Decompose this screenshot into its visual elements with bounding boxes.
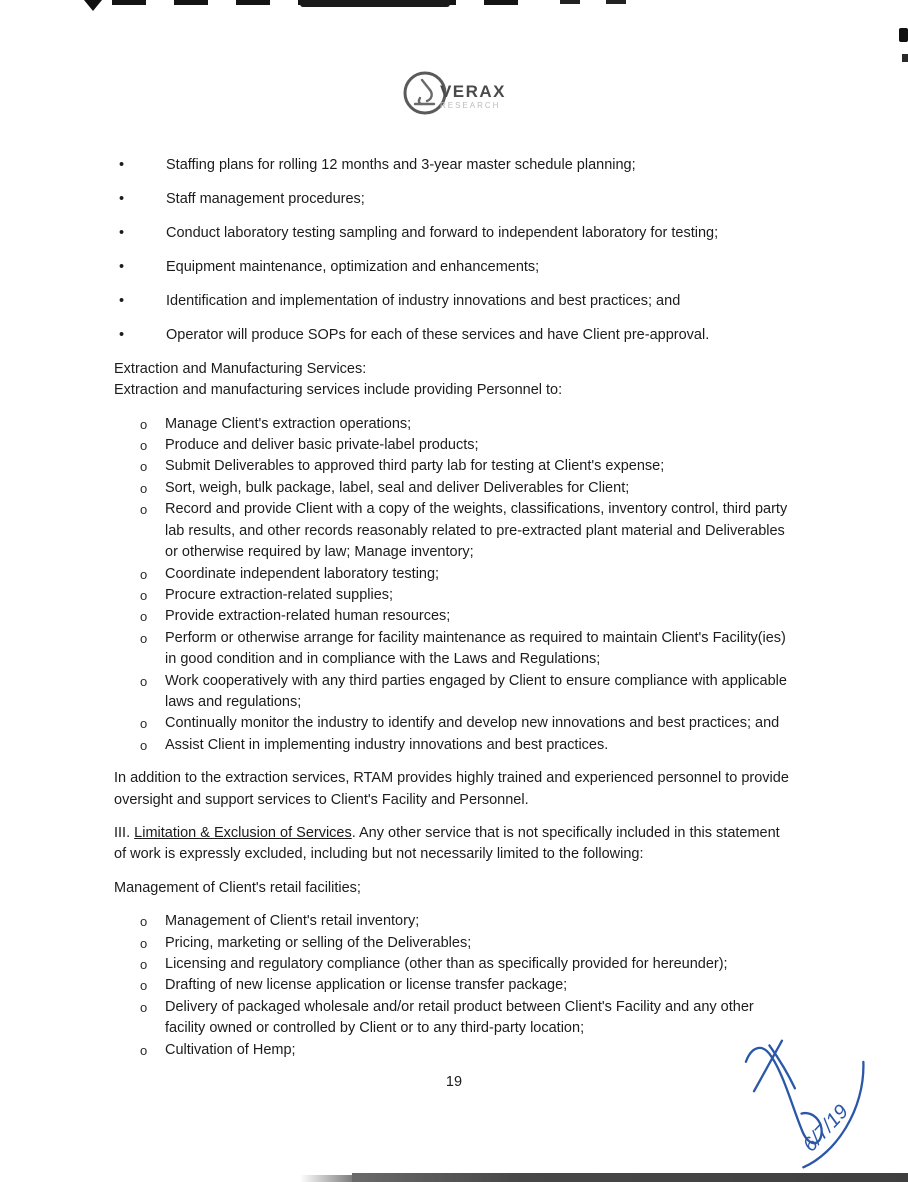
circle-marker: o xyxy=(140,480,148,496)
list-item-text: Assist Client in implementing industry innovations and best practices. xyxy=(165,736,609,753)
retail-facilities-line: Management of Client's retail facilities; xyxy=(114,879,361,896)
circle-marker: o xyxy=(140,999,148,1015)
list-item xyxy=(114,257,792,278)
list-item xyxy=(114,155,792,176)
list-item xyxy=(140,585,792,606)
list-item xyxy=(140,456,792,477)
circle-marker: o xyxy=(140,459,148,475)
scan-artifact-corner xyxy=(84,0,102,11)
verax-logo xyxy=(114,68,792,125)
bullet-marker: • xyxy=(119,259,125,276)
circle-marker: o xyxy=(140,630,148,646)
extraction-services-list xyxy=(114,414,792,757)
list-item-text: Perform or otherwise arrange for facility maintenance as required to maintain Client's Facility(ies) in good condition and in compliance with the Laws and Regulations; xyxy=(165,629,786,668)
circle-marker: o xyxy=(140,609,148,625)
list-item xyxy=(140,713,792,734)
handwritten-initials xyxy=(734,1002,894,1172)
scan-artifact-bottom-fade xyxy=(300,1175,360,1182)
list-item xyxy=(140,954,792,975)
bullet-marker: • xyxy=(119,326,125,343)
list-item xyxy=(140,735,792,756)
circle-marker: o xyxy=(140,716,148,732)
list-item xyxy=(140,499,792,563)
circle-marker: o xyxy=(140,438,148,454)
circle-marker: o xyxy=(140,957,148,972)
list-item-text: Delivery of packaged wholesale and/or retail product between Client's Facility and any other facility owned or controlled by Client or to any third-party location; xyxy=(165,998,754,1037)
circle-marker: o xyxy=(140,914,148,930)
list-item-text: Procure extraction-related supplies; xyxy=(165,586,394,603)
list-item-text: Continually monitor the industry to identify and develop new innovations and best practices; and xyxy=(165,715,780,732)
logo-name: VERAX xyxy=(439,81,507,101)
extraction-heading: Extraction and Manufacturing Services: xyxy=(114,360,367,377)
list-item xyxy=(140,628,792,671)
circle-marker: o xyxy=(140,416,148,432)
scan-artifact-bottom-bar xyxy=(352,1173,908,1182)
logo-subtitle: RESEARCH xyxy=(439,100,501,110)
rtam-paragraph: In addition to the extraction services, RTAM provides highly trained and experienced personnel to provide oversight and support services to Client's Facility and Personnel. xyxy=(114,770,789,808)
list-item-text: Operator will produce SOPs for each of these services and have Client pre-approval. xyxy=(166,326,710,343)
circle-marker: o xyxy=(140,587,148,603)
list-item xyxy=(114,291,792,312)
list-item xyxy=(140,1040,792,1061)
document-content xyxy=(114,0,792,1073)
limitation-paragraph xyxy=(114,823,792,866)
list-item xyxy=(140,671,792,714)
bullet-marker: • xyxy=(119,191,125,208)
scan-artifact-right-edge-2 xyxy=(902,54,908,62)
circle-marker: o xyxy=(140,1042,148,1058)
limitation-rest: . Any other service that is not specifically included in this statement of work is expressly excluded, including but not necessarily limited to the following: xyxy=(114,824,780,863)
list-item-text: Submit Deliverables to approved third party lab for testing at Client's expense; xyxy=(165,458,665,475)
logo-text xyxy=(440,83,506,111)
list-item-text: Drafting of new license application or license transfer package; xyxy=(165,977,568,994)
list-item-text: Work cooperatively with any third parties engaged by Client to ensure compliance with applicable laws and regulations; xyxy=(165,672,787,710)
bullet-marker: • xyxy=(119,293,125,310)
scan-artifact-right-edge xyxy=(899,28,908,42)
list-item xyxy=(140,414,792,435)
bullet-marker: • xyxy=(119,157,125,174)
list-item xyxy=(114,223,792,244)
exclusions-list xyxy=(114,911,792,1061)
list-item-text: Provide extraction-related human resources; xyxy=(165,608,451,625)
circle-marker: o xyxy=(140,935,148,951)
limitation-title: Limitation & Exclusion of Services xyxy=(134,824,352,841)
list-item xyxy=(140,933,792,954)
list-item xyxy=(114,189,792,210)
list-item xyxy=(140,997,792,1040)
list-item-text: Identification and implementation of industry innovations and best practices; and xyxy=(166,293,681,310)
list-item-text: Management of Client's retail inventory; xyxy=(165,913,420,930)
list-item-text: Equipment maintenance, optimization and enhancements; xyxy=(166,259,540,276)
list-item xyxy=(140,435,792,456)
list-item-text: Manage Client's extraction operations; xyxy=(165,415,412,432)
bullet-marker: • xyxy=(119,225,125,242)
circle-marker: o xyxy=(140,978,148,994)
services-bullet-list xyxy=(114,155,792,346)
list-item-text: Licensing and regulatory compliance (other than as specifically provided for hereunder); xyxy=(165,956,728,972)
list-item xyxy=(140,975,792,996)
list-item-text: Sort, weigh, bulk package, label, seal and deliver Deliverables for Client; xyxy=(165,479,630,496)
signature-date: 6/7/19 xyxy=(798,1100,853,1157)
list-item xyxy=(140,606,792,627)
list-item xyxy=(114,325,792,346)
list-item xyxy=(140,478,792,499)
list-item-text: Record and provide Client with a copy of the weights, classifications, inventory control, third party lab results, and other records reasonably related to pre-extracted plant material and Deliverables or otherwise required by law; Manage inventory; xyxy=(165,501,788,561)
list-item xyxy=(140,564,792,585)
circle-marker: o xyxy=(140,673,148,689)
extraction-intro: Extraction and manufacturing services include providing Personnel to: xyxy=(114,382,563,399)
list-item-text: Conduct laboratory testing sampling and forward to independent laboratory for testing; xyxy=(166,225,719,242)
list-item-text: Produce and deliver basic private-label products; xyxy=(165,437,479,454)
list-item-text: Pricing, marketing or selling of the Deliverables; xyxy=(165,934,472,951)
circle-marker: o xyxy=(140,502,148,518)
list-item-text: Coordinate independent laboratory testing; xyxy=(165,565,440,582)
list-item-text: Cultivation of Hemp; xyxy=(165,1041,296,1058)
circle-marker: o xyxy=(140,566,148,582)
list-item-text: Staff management procedures; xyxy=(166,191,365,208)
limitation-prefix: III. xyxy=(114,824,135,841)
list-item-text: Staffing plans for rolling 12 months and 3-year master schedule planning; xyxy=(166,157,636,174)
list-item xyxy=(140,911,792,932)
circle-marker: o xyxy=(140,737,148,753)
page-number: 19 xyxy=(445,1074,463,1090)
